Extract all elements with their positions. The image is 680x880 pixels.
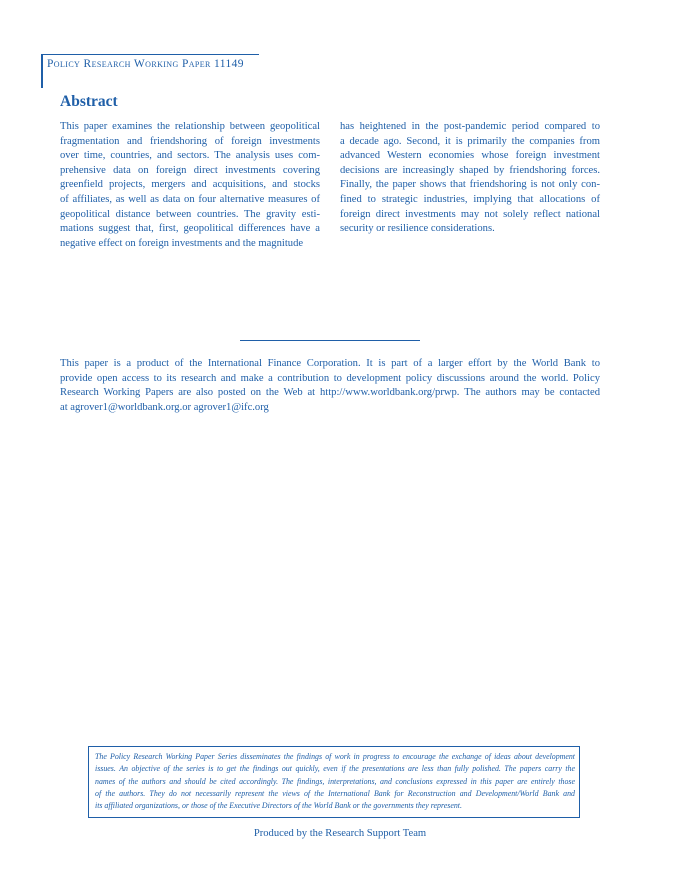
- product-note: [60, 357, 600, 415]
- abstract-line: greenfield projects, mergers and acquisitions, and stocks: [60, 179, 320, 191]
- series-title: Policy Research Working Paper 11149: [47, 58, 244, 70]
- product-note-line: This paper is a product of the International Finance Corporation. It is part of a larger effort by the World Bank to: [60, 358, 600, 369]
- abstract-line: security or resilience considerations.: [340, 223, 495, 235]
- abstract-line: fined to strategic industries, implying that allocations of: [340, 193, 600, 205]
- disclaimer-line: The Policy Research Working Paper Series disseminates the findings of work in progress to encourage the exchange of ideas about development: [95, 752, 575, 761]
- abstract-line: foreign direct investments may not solely reflect national: [340, 208, 600, 220]
- product-note-line: Research Working Papers are also posted on the Web at http://www.worldbank.org/prwp. The authors may be contacted: [60, 387, 600, 399]
- abstract-line: Finally, the paper shows that friendshoring is not only con-: [340, 179, 600, 191]
- abstract-line: This paper examines the relationship between geopolitical: [60, 121, 320, 132]
- abstract-line: advanced Western economies whose foreign investment: [340, 150, 600, 162]
- abstract-line: a decade ago. Second, it is primarily the companies from: [340, 135, 600, 147]
- abstract-line: decisions are increasingly shaped by friendshoring forces.: [340, 164, 600, 176]
- disclaimer-line: names of the authors and should be cited accordingly. The findings, interpretations, and conclusions expressed in this paper are entirely those: [95, 776, 575, 786]
- abstract-line: negative effect on foreign investments and the magnitude: [60, 237, 304, 249]
- product-note-line: at agrover1@worldbank.org.or agrover1@ifc.org: [60, 401, 269, 413]
- disclaimer-line: of the authors. They do not necessarily represent the views of the International Bank for Reconstruction and Development/World Bank and: [95, 788, 575, 798]
- abstract-line: fragmentation and friendshoring of foreign investments: [60, 135, 320, 147]
- abstract-line: of affiliates, as well as data on four alternative measures of: [60, 193, 320, 205]
- section-divider: [240, 340, 420, 341]
- product-note-line: provide open access to its research and make a contribution to development policy discussions around the world. Policy: [60, 372, 600, 384]
- abstract-column-left: [60, 120, 320, 251]
- abstract-line: mations suggest that, first, geopolitical differences have a: [60, 223, 320, 235]
- produced-by: Produced by the Research Support Team: [253, 828, 427, 839]
- abstract-column-right: [340, 120, 600, 237]
- abstract-heading: Abstract: [60, 93, 118, 110]
- disclaimer-box: [88, 746, 580, 818]
- abstract-line: over time, countries, and sectors. The analysis uses com-: [60, 150, 320, 162]
- disclaimer-line: issues. An objective of the series is to get the findings out quickly, even if the presentations are less than fully polished. The papers carry the: [95, 764, 575, 774]
- abstract-line: has heightened in the post-pandemic period compared to: [340, 121, 600, 132]
- abstract-line: prehensive data on foreign direct investments covering: [60, 164, 320, 176]
- abstract-line: geopolitical distance between countries. The gravity esti-: [60, 208, 320, 220]
- disclaimer-line: its affiliated organizations, or those of the Executive Directors of the World Bank or the governments they represent.: [95, 801, 462, 811]
